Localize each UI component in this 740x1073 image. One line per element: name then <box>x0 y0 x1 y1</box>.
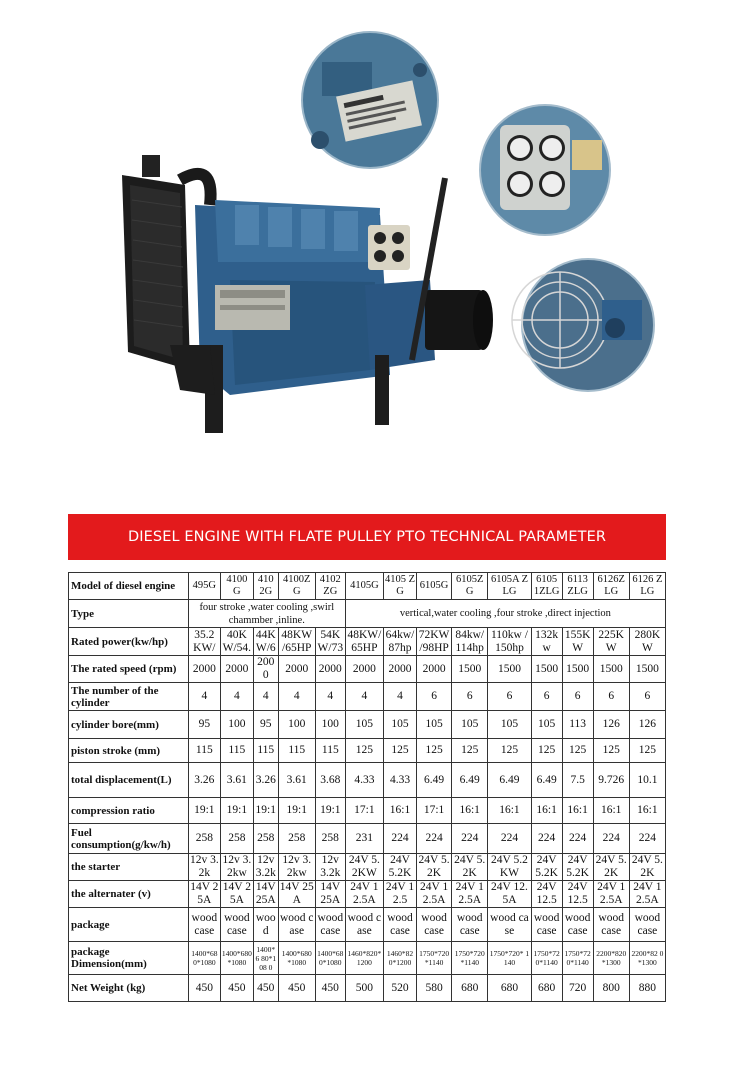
table-cell: 14V 25A <box>220 881 253 908</box>
table-cell: 1750*720 *1140 <box>452 942 488 975</box>
table-cell: 100 <box>278 711 315 739</box>
diesel-engine-photo <box>122 155 493 433</box>
table-cell: 450 <box>315 975 345 1002</box>
table-cell: 125 <box>345 739 383 763</box>
table-cell: 16:1 <box>629 798 665 824</box>
table-cell: 224 <box>629 824 665 854</box>
table-cell: 72KW /98HP <box>417 628 452 656</box>
table-cell: 16:1 <box>383 798 416 824</box>
table-cell: 14V 25A <box>253 881 278 908</box>
table-cell: 125 <box>629 739 665 763</box>
table-cell: wood case <box>278 908 315 942</box>
table-cell: 19:1 <box>315 798 345 824</box>
table-cell: 24V 12.5A <box>488 881 531 908</box>
table-cell: 24V 5.2KW <box>345 854 383 881</box>
table-cell: 6 <box>452 683 488 711</box>
row-header: Rated power(kw/hp) <box>69 628 189 656</box>
table-cell: 4 <box>188 683 220 711</box>
table-cell: 14V 25A <box>315 881 345 908</box>
table-cell: 3.61 <box>278 763 315 798</box>
table-cell: 500 <box>345 975 383 1002</box>
table-row <box>69 683 666 711</box>
table-cell: wood case <box>417 908 452 942</box>
table-cell: 125 <box>452 739 488 763</box>
table-cell: 1750*72 0*1140 <box>562 942 593 975</box>
table-cell: 2000 <box>315 656 345 683</box>
table-cell: 105 <box>417 711 452 739</box>
table-cell: 224 <box>593 824 629 854</box>
table-row <box>69 908 666 942</box>
table-cell: wood case <box>383 908 416 942</box>
table-cell: 2000 <box>220 656 253 683</box>
table-cell: 48KW /65HP <box>278 628 315 656</box>
table-cell: 4 <box>383 683 416 711</box>
table-cell: 4 <box>315 683 345 711</box>
table-cell: wood case <box>488 908 531 942</box>
table-cell: 6 <box>417 683 452 711</box>
table-row <box>69 942 666 975</box>
table-cell: 24V 12.5A <box>452 881 488 908</box>
model-header-cell: 4100Z G <box>278 573 315 600</box>
table-cell: 24V 5.2K <box>593 854 629 881</box>
table-cell: 125 <box>488 739 531 763</box>
table-cell: 48KW/ 65HP <box>345 628 383 656</box>
table-cell: 24V 12.5A <box>629 881 665 908</box>
table-cell: 105 <box>531 711 562 739</box>
table-cell: 126 <box>593 711 629 739</box>
table-cell: wood case <box>188 908 220 942</box>
table-cell: 1500 <box>452 656 488 683</box>
row-header: piston stroke (mm) <box>69 739 189 763</box>
table-cell: 3.61 <box>220 763 253 798</box>
table-cell: 4 <box>278 683 315 711</box>
table-cell: 6 <box>488 683 531 711</box>
model-header-cell: 495G <box>188 573 220 600</box>
table-cell: 6.49 <box>452 763 488 798</box>
table-row-type <box>69 600 666 628</box>
table-cell: 258 <box>253 824 278 854</box>
table-cell: 450 <box>188 975 220 1002</box>
table-cell: 450 <box>278 975 315 1002</box>
table-cell: 1500 <box>562 656 593 683</box>
table-cell: 3.68 <box>315 763 345 798</box>
table-cell: wood case <box>345 908 383 942</box>
table-cell: 16:1 <box>562 798 593 824</box>
table-cell: 24V 5.2K <box>452 854 488 881</box>
engine-illustration <box>0 0 740 480</box>
type-left-cell: four stroke ,water cooling ,swirl chammber ,inline. <box>188 600 345 628</box>
row-header: compression ratio <box>69 798 189 824</box>
table-cell: 14V 25A <box>190 881 219 906</box>
table-cell: 1400*68 0*1080 <box>315 942 345 975</box>
table-cell: 4 <box>253 683 278 711</box>
table-cell: 720 <box>562 975 593 1002</box>
table-cell: 24V 12.5 <box>562 881 593 908</box>
gauge-panel-detail-circle <box>480 105 610 235</box>
row-header: total displacement(L) <box>69 763 189 798</box>
table-cell: 224 <box>488 824 531 854</box>
table-cell: 2000 <box>417 656 452 683</box>
table-cell: 880 <box>629 975 665 1002</box>
table-cell: 19:1 <box>253 798 278 824</box>
model-header-cell: 4105 ZG <box>383 573 416 600</box>
table-cell: 3.26 <box>188 763 220 798</box>
table-cell: 2000 <box>253 656 278 683</box>
table-cell: 155K W <box>562 628 593 656</box>
table-cell: 12v 3.2kw <box>220 854 253 881</box>
row-header: package Dimension(mm) <box>69 942 189 975</box>
table-cell: 224 <box>452 824 488 854</box>
table-cell: 1400*6 80*108 0 <box>253 942 278 975</box>
table-cell: 1500 <box>531 656 562 683</box>
type-right-cell: vertical,water cooling ,four stroke ,direct injection <box>345 600 665 628</box>
model-header-cell: 6105G <box>417 573 452 600</box>
row-header: package <box>69 908 189 942</box>
row-header: the alternater (v) <box>69 881 189 908</box>
table-cell: 2000 <box>278 656 315 683</box>
table-cell: 224 <box>383 824 416 854</box>
table-cell: 231 <box>345 824 383 854</box>
table-cell: 24V 5.2KW <box>488 854 531 881</box>
model-header-cell: 6105Z G <box>452 573 488 600</box>
table-cell: 6.49 <box>417 763 452 798</box>
table-cell: 125 <box>383 739 416 763</box>
table-cell: 17:1 <box>345 798 383 824</box>
table-row <box>69 656 666 683</box>
table-cell: 1750*720* 1140 <box>488 942 531 975</box>
table-row <box>69 739 666 763</box>
table-cell: 95 <box>253 711 278 739</box>
table-cell: 132k w <box>531 628 562 656</box>
table-cell: 258 <box>278 824 315 854</box>
table-cell: 1460*820* 1200 <box>345 942 383 975</box>
table-cell: 1500 <box>593 656 629 683</box>
table-cell: wood case <box>452 908 488 942</box>
table-cell: 126 <box>629 711 665 739</box>
table-cell: 4.33 <box>345 763 383 798</box>
table-row <box>69 881 666 908</box>
table-cell: 6 <box>593 683 629 711</box>
table-cell: 105 <box>488 711 531 739</box>
table-cell: 9.726 <box>593 763 629 798</box>
model-header-cell: 6126Z LG <box>593 573 629 600</box>
table-cell: 280K W <box>629 628 665 656</box>
table-title-bar <box>68 514 666 560</box>
row-header-model: Model of diesel engine <box>69 573 189 600</box>
table-cell: wood case <box>629 908 665 942</box>
table-cell: 24V 5.2K <box>383 854 416 881</box>
table-cell: 680 <box>488 975 531 1002</box>
table-cell: 24V 12.5A <box>345 881 383 908</box>
model-header-cell: 410 2G <box>253 573 278 600</box>
row-header: cylinder bore(mm) <box>69 711 189 739</box>
table-cell: 1500 <box>629 656 665 683</box>
model-header-cell: 6126 ZLG <box>629 573 665 600</box>
table-cell: 12v 3.2k <box>315 854 345 881</box>
table-cell: 24V 5.2K <box>562 854 593 881</box>
table-cell: 12v 3.2k <box>189 854 219 879</box>
table-cell: 10.1 <box>629 763 665 798</box>
table-cell: 6.49 <box>531 763 562 798</box>
row-header: the starter <box>69 854 189 881</box>
table-cell: 115 <box>315 739 345 763</box>
table-cell: 105 <box>345 711 383 739</box>
table-cell: 44K W/6 <box>253 628 278 656</box>
table-cell: 6 <box>629 683 665 711</box>
table-cell: 6 <box>531 683 562 711</box>
table-cell: 100 <box>315 711 345 739</box>
table-cell: 24V 5.2K <box>418 854 450 879</box>
table-cell: 115 <box>188 739 220 763</box>
table-cell: 2000 <box>383 656 416 683</box>
table-cell: 84kw/ 114hp <box>452 628 488 656</box>
table-cell: 19:1 <box>188 798 220 824</box>
table-row <box>69 628 666 656</box>
table-cell: 1750*720 *1140 <box>417 942 452 975</box>
table-cell: 16:1 <box>452 798 488 824</box>
table-cell: 100 <box>220 711 253 739</box>
model-header-cell: 4100 G <box>220 573 253 600</box>
table-cell: 19:1 <box>278 798 315 824</box>
table-cell: 24V 12.5 <box>383 881 416 908</box>
table-cell: 224 <box>531 824 562 854</box>
table-cell: 7.5 <box>562 763 593 798</box>
model-header-cell: 6105A ZLG <box>488 573 531 600</box>
table-cell: 12v 3.2k <box>253 854 278 881</box>
table-row <box>69 711 666 739</box>
table-cell: 24V 5.2K <box>629 854 665 881</box>
table-cell: 35.2 KW/ <box>188 628 220 656</box>
table-cell: 1400*680 *1080 <box>220 942 253 975</box>
table-cell: 24V 5.2K <box>531 854 562 881</box>
product-photo-area <box>0 0 740 480</box>
table-cell: 17:1 <box>417 798 452 824</box>
row-header: Net Weight (kg) <box>69 975 189 1002</box>
row-header-type: Type <box>69 600 189 628</box>
table-cell: wood case <box>562 908 593 942</box>
nameplate-detail-circle <box>302 32 438 168</box>
table-cell: 1500 <box>488 656 531 683</box>
table-cell: wood case <box>531 908 562 942</box>
row-header: The number of the cylinder <box>69 683 189 711</box>
model-header-cell: 4102 ZG <box>315 573 345 600</box>
model-header-cell: 6105 1ZLG <box>531 573 562 600</box>
table-cell: 450 <box>253 975 278 1002</box>
table-cell: 1400*68 0*1080 <box>188 942 220 975</box>
table-row <box>69 824 666 854</box>
table-cell: 1750*72 0*1140 <box>531 942 562 975</box>
row-header: Fuel consumption(g/kw/h) <box>69 824 189 854</box>
table-cell: 1400*680 *1080 <box>278 942 315 975</box>
table-cell: 258 <box>220 824 253 854</box>
table-cell: 115 <box>253 739 278 763</box>
table-cell: wood case <box>315 908 345 942</box>
table-row <box>69 798 666 824</box>
table-cell: 24V 12.5A <box>417 881 452 908</box>
table-cell: 3.26 <box>253 763 278 798</box>
table-cell: 125 <box>593 739 629 763</box>
table-cell: 125 <box>417 739 452 763</box>
table-cell: 110kw /150hp <box>488 628 531 656</box>
table-cell: 95 <box>188 711 220 739</box>
table-cell: 105 <box>383 711 416 739</box>
table-cell: 113 <box>562 711 593 739</box>
table-row <box>69 854 666 881</box>
model-header-cell: 4105G <box>345 573 383 600</box>
table-cell: 2200*820 *1300 <box>593 942 629 975</box>
table-cell: 258 <box>188 824 220 854</box>
table-cell: 54K W/73 <box>315 628 345 656</box>
fan-detail-circle <box>512 259 654 391</box>
table-cell: 14V 25A <box>279 881 314 906</box>
table-cell: 64kw/ 87hp <box>383 628 416 656</box>
table-cell: wood case <box>593 908 629 942</box>
table-cell: 115 <box>220 739 253 763</box>
table-cell: 4 <box>345 683 383 711</box>
table-cell: 580 <box>417 975 452 1002</box>
table-cell: 105 <box>452 711 488 739</box>
table-cell: 2200*82 0*1300 <box>629 942 665 975</box>
table-cell: 125 <box>562 739 593 763</box>
model-header-cell: 6113 ZLG <box>562 573 593 600</box>
table-cell: 12v 3.2kw <box>278 854 315 881</box>
table-cell: 125 <box>531 739 562 763</box>
table-cell: 2000 <box>188 656 220 683</box>
table-cell: 225K W <box>593 628 629 656</box>
table-cell: 224 <box>562 824 593 854</box>
table-title: DIESEL ENGINE WITH FLATE PULLEY PTO TECHNICAL PARAMETER <box>127 529 607 545</box>
table-cell: 680 <box>531 975 562 1002</box>
table-cell: 16:1 <box>488 798 531 824</box>
table-cell: 115 <box>278 739 315 763</box>
table-cell: 19:1 <box>220 798 253 824</box>
table-cell: 24V 12.5 <box>531 881 562 908</box>
technical-parameter-table <box>68 572 666 1002</box>
table-cell: 4.33 <box>383 763 416 798</box>
table-cell: 16:1 <box>531 798 562 824</box>
table-cell: 1460*82 0*1200 <box>383 942 416 975</box>
table-cell: 6 <box>562 683 593 711</box>
table-cell: 6.49 <box>488 763 531 798</box>
table-row-models <box>69 573 666 600</box>
table-cell: wood case <box>220 908 253 942</box>
table-cell: 16:1 <box>593 798 629 824</box>
table-cell: 680 <box>452 975 488 1002</box>
table-cell: 800 <box>593 975 629 1002</box>
row-header: The rated speed (rpm) <box>69 656 189 683</box>
table-cell: 258 <box>315 824 345 854</box>
table-cell: 450 <box>220 975 253 1002</box>
table-cell: woo d <box>253 908 278 942</box>
table-cell: 24V 12.5A <box>593 881 629 908</box>
table-cell: 40K W/54. <box>220 628 253 656</box>
table-cell: 520 <box>383 975 416 1002</box>
table-cell: 224 <box>417 824 452 854</box>
table-cell: 2000 <box>345 656 383 683</box>
table-row <box>69 975 666 1002</box>
table-cell: 4 <box>220 683 253 711</box>
table-row <box>69 763 666 798</box>
